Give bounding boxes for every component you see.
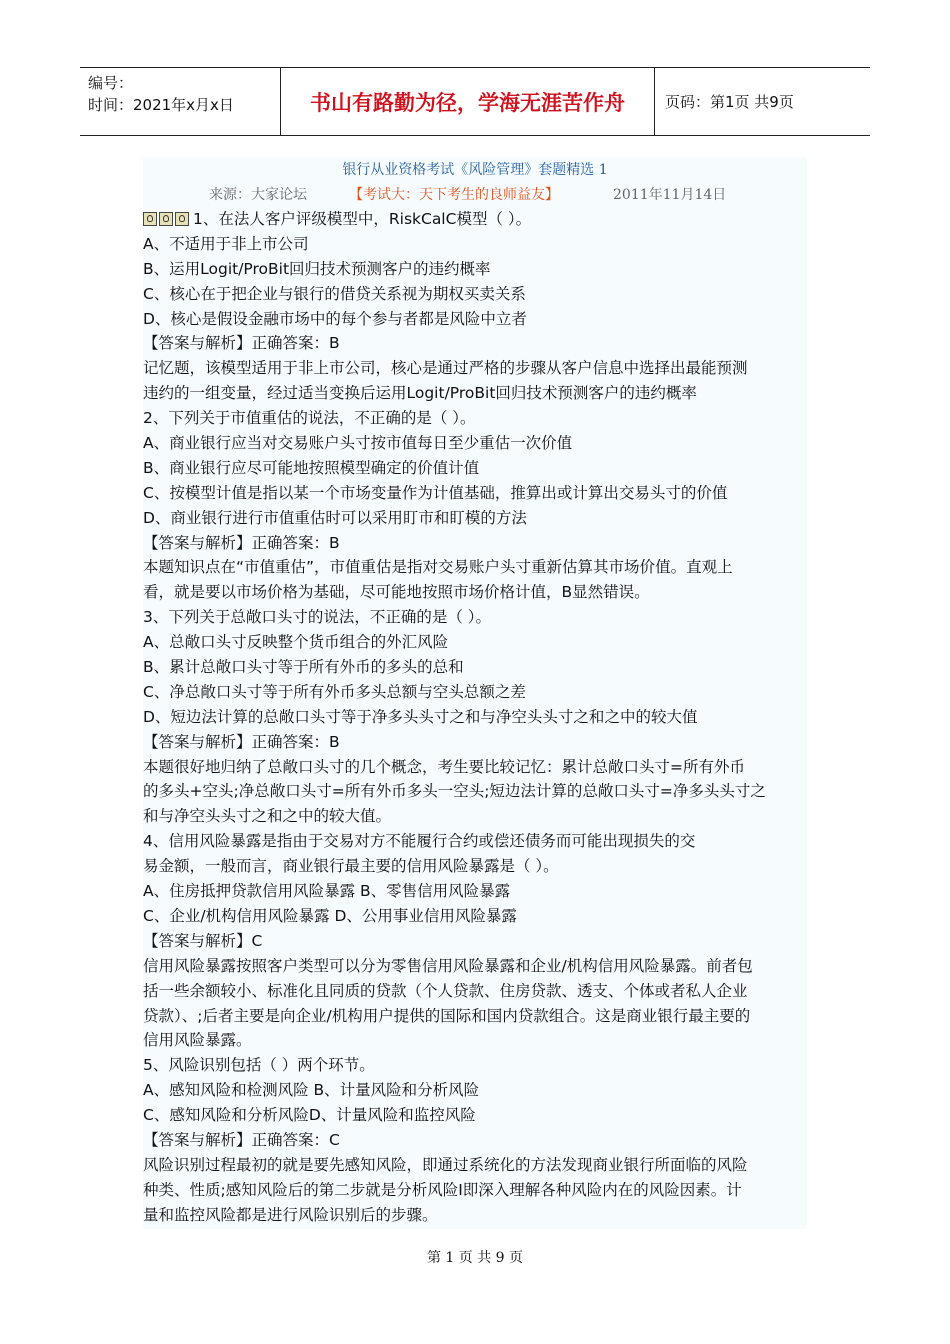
emoticon-icon: [175, 212, 189, 226]
line-text: C、企业/机构信用风险暴露 D、公用事业信用风险暴露: [143, 906, 517, 925]
text-line: [143, 854, 807, 879]
number-label: 编号：: [88, 74, 134, 92]
text-line: [143, 630, 807, 655]
line-text: 的多头+空头;净总敞口头寸=所有外币多头一空头;短边法计算的总敞口头寸=净多头头寸之: [143, 782, 766, 801]
text-line: [143, 1028, 807, 1053]
emoticon-icons: [143, 207, 191, 232]
line-text: 本题知识点在“市值重估”，市值重估是指对交易账户头寸重新估算其市场价值。直观上: [143, 558, 733, 577]
line-text: A、总敞口头寸反映整个货币组合的外汇风险: [143, 633, 449, 652]
text-line: [143, 1078, 807, 1103]
text-line: [143, 705, 807, 730]
text-line: [143, 979, 807, 1004]
line-text: 5、风险识别包括（ ）两个环节。: [143, 1056, 375, 1075]
line-text: A、感知风险和检测风险 B、计量风险和分析风险: [143, 1081, 480, 1100]
line-text: 3、下列关于总敞口头寸的说法，不正确的是（ ）。: [143, 608, 492, 627]
article-meta: [143, 183, 807, 207]
line-text: 2、下列关于市值重估的说法，不正确的是（ ）。: [143, 409, 476, 428]
text-line: [143, 1203, 807, 1228]
text-line: [143, 1178, 807, 1203]
text-line: [143, 804, 807, 829]
line-text: D、短边法计算的总敞口头寸等于净多头头寸之和与净空头头寸之和之中的较大值: [143, 707, 698, 726]
text-line: [143, 929, 807, 954]
text-line: [143, 207, 807, 232]
line-text: 【答案与解析】正确答案：B: [143, 732, 340, 751]
exam-link[interactable]: 【考试大：天下考生的良师益友】: [349, 187, 559, 203]
text-line: [143, 680, 807, 705]
text-line: [143, 954, 807, 979]
text-line: [143, 1004, 807, 1029]
emoticon-icon: [159, 212, 173, 226]
text-line: [143, 232, 807, 257]
header-table: [80, 67, 870, 136]
line-text: 信用风险暴露按照客户类型可以分为零售信用风险暴露和企业/机构信用风险暴露。前者包: [143, 956, 753, 975]
text-line: [143, 755, 807, 780]
text-line: [143, 331, 807, 356]
line-text: 量和监控风险都是进行风险识别后的步骤。: [143, 1205, 438, 1224]
line-text: 1、在法人客户评级模型中，RiskCalC模型（ ）。: [193, 210, 532, 228]
text-line: [143, 406, 807, 431]
text-line: [143, 605, 807, 630]
article-title: 银行从业资格考试《风险管理》套题精选 1: [342, 162, 608, 178]
line-text: B、运用Logit/ProBit回归技术预测客户的违约概率: [143, 259, 491, 278]
text-line: [143, 257, 807, 282]
motto: 书山有路勤为径，学海无涯苦作舟: [280, 68, 655, 135]
line-text: 违约的一组变量，经过适当变换后运用Logit/ProBit回归技术预测客户的违约概率: [143, 384, 697, 403]
line-text: 括一些余额较小、标准化且同质的贷款（个人贷款、住房贷款、透支、个体或者私人企业: [143, 981, 748, 1000]
text-line: [143, 431, 807, 456]
line-text: B、累计总敞口头寸等于所有外币的多头的总和: [143, 658, 464, 677]
line-text: 易金额，一般而言，商业银行最主要的信用风险暴露是（ ）。: [143, 857, 559, 876]
article-body: [143, 207, 807, 1228]
line-text: 看，就是要以市场价格为基础，尽可能地按照市场价格计值，B显然错误。: [143, 583, 650, 602]
text-line: [143, 904, 807, 929]
text-line: [143, 730, 807, 755]
line-text: 贷款）、;后者主要是向企业/机构用户提供的国际和国内贷款组合。这是商业银行最主要的: [143, 1006, 751, 1025]
header-left-cell: [80, 68, 280, 135]
line-text: C、按模型计值是指以某一个市场变量作为计值基础，推算出或计算出交易头寸的价值: [143, 483, 728, 502]
line-text: 4、信用风险暴露是指由于交易对方不能履行合约或偿还债务而可能出现损失的交: [143, 832, 696, 851]
page-footer: 第 1 页 共 9 页: [426, 1250, 524, 1266]
line-text: 本题很好地归纳了总敞口头寸的几个概念，考生要比较记忆：累计总敞口头寸=所有外币: [143, 757, 745, 776]
line-text: C、感知风险和分析风险D、计量风险和监控风险: [143, 1106, 476, 1125]
text-line: [143, 1053, 807, 1078]
text-line: [143, 1153, 807, 1178]
text-line: [143, 356, 807, 381]
text-line: [143, 506, 807, 531]
line-text: D、商业银行进行市值重估时可以采用盯市和盯模的方法: [143, 508, 527, 527]
line-text: 记忆题，该模型适用于非上市公司，核心是通过严格的步骤从客户信息中选择出最能预测: [143, 359, 748, 378]
line-text: B、商业银行应尽可能地按照模型确定的价值计值: [143, 458, 480, 477]
text-line: [143, 307, 807, 332]
text-line: [143, 1103, 807, 1128]
line-text: A、商业银行应当对交易账户头寸按市值每日至少重估一次价值: [143, 434, 573, 453]
time-label: 时间：2021年x月x日: [88, 96, 234, 114]
line-text: D、核心是假设金融市场中的每个参与者都是风险中立者: [143, 309, 527, 328]
text-line: [143, 829, 807, 854]
page-label: 页码：第1页 共9页: [665, 93, 794, 111]
text-line: [143, 282, 807, 307]
line-text: 和与净空头头寸之和之中的较大值。: [143, 807, 392, 826]
article-source: 来源：大家论坛: [209, 187, 307, 203]
emoticon-icon: [143, 212, 157, 226]
line-text: C、核心在于把企业与银行的借贷关系视为期权买卖关系: [143, 284, 526, 303]
text-line: [143, 580, 807, 605]
text-line: [143, 655, 807, 680]
article-date: 2011年11月14日: [613, 187, 727, 203]
line-text: 【答案与解析】C: [143, 931, 263, 950]
line-text: C、净总敞口头寸等于所有外币多头总额与空头总额之差: [143, 682, 526, 701]
text-line: [143, 481, 807, 506]
text-line: [143, 779, 807, 804]
text-line: [143, 456, 807, 481]
line-text: A、不适用于非上市公司: [143, 234, 309, 253]
text-line: [143, 381, 807, 406]
text-line: [143, 1128, 807, 1153]
line-text: 信用风险暴露。: [143, 1031, 252, 1050]
line-text: 种类、性质;感知风险后的第二步就是分析风险I即深入理解各种风险内在的风险因素。计: [143, 1180, 742, 1199]
text-line: [143, 555, 807, 580]
line-text: 【答案与解析】正确答案：B: [143, 334, 340, 353]
article-content: [143, 157, 807, 1229]
line-text: 【答案与解析】正确答案：B: [143, 533, 340, 552]
line-text: 【答案与解析】正确答案：C: [143, 1130, 340, 1149]
line-text: 风险识别过程最初的就是要先感知风险，即通过系统化的方法发现商业银行所面临的风险: [143, 1155, 748, 1174]
line-text: A、住房抵押贷款信用风险暴露 B、零售信用风险暴露: [143, 882, 511, 901]
text-line: [143, 531, 807, 556]
text-line: [143, 879, 807, 904]
